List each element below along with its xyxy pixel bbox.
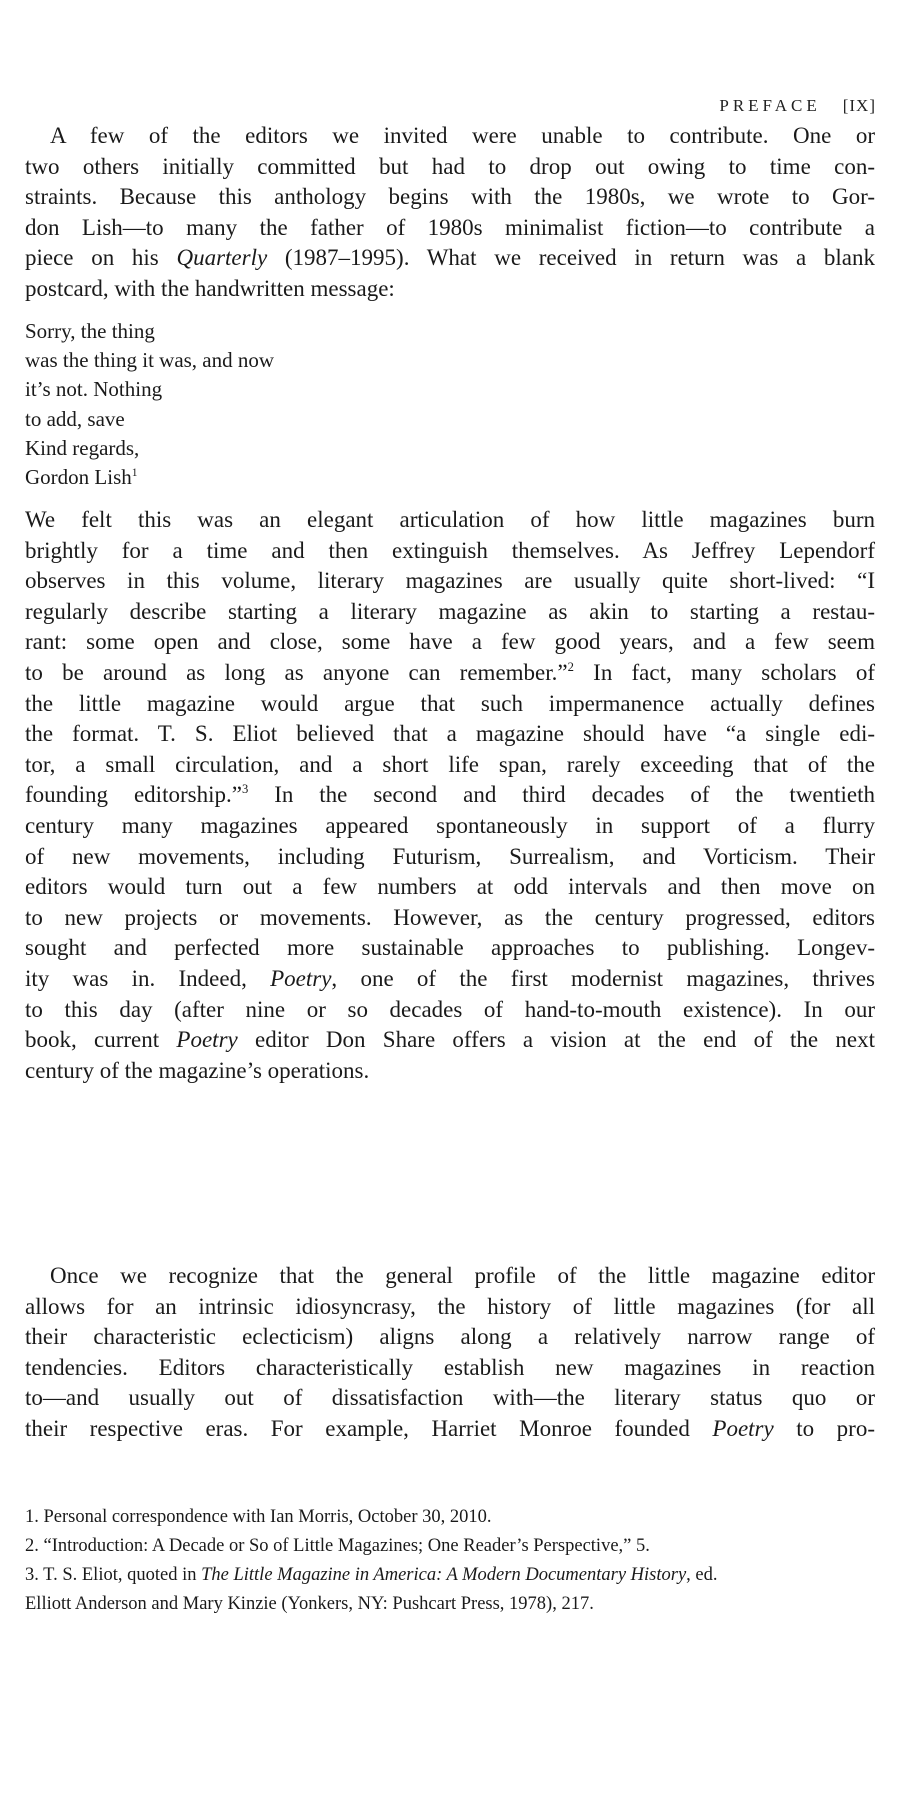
text-run: , ed. — [686, 1565, 718, 1585]
text-line: the format. T. S. Eliot believed that a magazine should have “a single edi- — [25, 721, 875, 747]
text-line: the little magazine would argue that such impermanence actually defines — [25, 690, 875, 716]
text-run: ity was in. Indeed, — [25, 965, 271, 991]
text-line: allows for an intrinsic idiosyncrasy, the history of little magazines (for all — [25, 1293, 875, 1319]
poem-line: Kind regards, — [25, 435, 140, 460]
text-line: sought and perfected more sustainable approaches to publishing. Longev- — [25, 935, 875, 961]
text-line: to new projects or movements. However, as the century progressed, editors — [25, 904, 875, 930]
italic-title: Poetry — [712, 1415, 774, 1441]
text-line: two others initially committed but had to drop out owing to time con- — [25, 153, 875, 179]
poem-line: was the thing it was, and now — [25, 348, 275, 373]
text-line: straints. Because this anthology begins with the 1980s, we wrote to Gor- — [25, 184, 875, 210]
text-line: We felt this was an elegant articulation of how little magazines burn — [25, 507, 875, 532]
paragraph-3 — [25, 1261, 875, 1445]
poem-line: it’s not. Nothing — [25, 377, 163, 402]
text-line: editors would turn out a few numbers at odd intervals and then move on — [25, 874, 875, 900]
text-line: tendencies. Editors characteristically establish new magazines in reaction — [25, 1354, 875, 1380]
footnote-ref[interactable]: 2 — [567, 660, 574, 675]
postcard-message — [25, 317, 875, 492]
text-line: don Lish—to many the father of 1980s minimalist fiction—to contribute a — [25, 214, 875, 240]
text-run: In the second and third decades of the twentieth — [274, 782, 876, 808]
footnote-3 — [25, 1561, 875, 1590]
paragraph-2 — [25, 505, 875, 1086]
text-run: editor Don Share offers a vision at the end of the next — [237, 1027, 875, 1053]
text-line — [25, 780, 875, 811]
signature: Gordon Lish — [25, 464, 132, 489]
text-line: tor, a small circulation, and a short life span, rarely exceeding that of the — [25, 751, 875, 777]
poem-line — [25, 463, 875, 492]
page-number: [IX] — [842, 96, 876, 115]
running-head — [719, 96, 876, 116]
footnote-ref[interactable]: 3 — [241, 782, 249, 797]
footnote-2: 2. “Introduction: A Decade or So of Little Magazines; One Reader’s Perspective,” 5. — [25, 1536, 650, 1556]
text-run: their respective eras. For example, Harriet Monroe founded — [25, 1415, 713, 1441]
text-line: brightly for a time and then extinguish themselves. As Jeffrey Lependorf — [25, 537, 875, 563]
text-run: book, current — [25, 1027, 177, 1053]
text-line: postcard, with the handwritten message: — [25, 275, 395, 301]
italic-title: Poetry — [176, 1027, 238, 1053]
italic-title: Poetry — [270, 965, 332, 991]
text-run: to pro- — [773, 1415, 875, 1441]
paragraph-1 — [25, 121, 875, 305]
italic-title: The Little Magazine in America: A Modern Documentary History — [201, 1565, 687, 1585]
text-run: to be around as long as anyone can remember.” — [25, 659, 568, 685]
text-line: to—and usually out of dissatisfaction with—the literary status quo or — [25, 1385, 875, 1411]
text-line: of new movements, including Futurism, Surrealism, and Vorticism. Their — [25, 843, 875, 869]
text-run: founding editorship.” — [25, 782, 242, 808]
text-line — [25, 1025, 875, 1056]
text-line: regularly describe starting a literary magazine as akin to starting a restau- — [25, 598, 875, 624]
text-run: (1987–1995). What we received in return was a blank — [267, 245, 875, 271]
italic-title: Quarterly — [176, 245, 268, 271]
text-line: century of the magazine’s operations. — [25, 1057, 370, 1083]
footnote-3-continued: Elliott Anderson and Mary Kinzie (Yonkers, NY: Pushcart Press, 1978), 217. — [25, 1594, 594, 1614]
text-line — [25, 243, 875, 274]
text-line: their characteristic eclecticism) aligns along a relatively narrow range of — [25, 1324, 875, 1350]
poem-line: to add, save — [25, 406, 125, 431]
text-line: rant: some open and close, some have a few good years, and a few seem — [25, 629, 875, 655]
text-line: Once we recognize that the general profile of the little magazine editor — [50, 1263, 875, 1288]
poem-line: Sorry, the thing — [25, 319, 155, 343]
text-line: A few of the editors we invited were unable to contribute. One or — [50, 123, 875, 148]
text-run: In fact, many scholars of — [593, 659, 875, 685]
section-title: PREFACE — [719, 96, 821, 115]
text-line: observes in this volume, literary magazines are usually quite short-lived: “I — [25, 568, 875, 594]
text-line — [25, 1414, 875, 1445]
footnotes — [25, 1503, 875, 1619]
footnote-ref[interactable]: 1 — [131, 466, 138, 479]
footnote-1: 1. Personal correspondence with Ian Morris, October 30, 2010. — [25, 1507, 492, 1527]
text-line: to this day (after nine or so decades of hand-to-mouth existence). In our — [25, 996, 875, 1022]
text-line: century many magazines appeared spontaneously in support of a flurry — [25, 812, 875, 838]
text-run: piece on his — [25, 245, 177, 271]
text-line — [25, 964, 875, 995]
text-run: , one of the first modernist magazines, thrives — [331, 965, 875, 991]
text-line — [25, 658, 875, 689]
text-run: 3. T. S. Eliot, quoted in — [25, 1565, 202, 1585]
